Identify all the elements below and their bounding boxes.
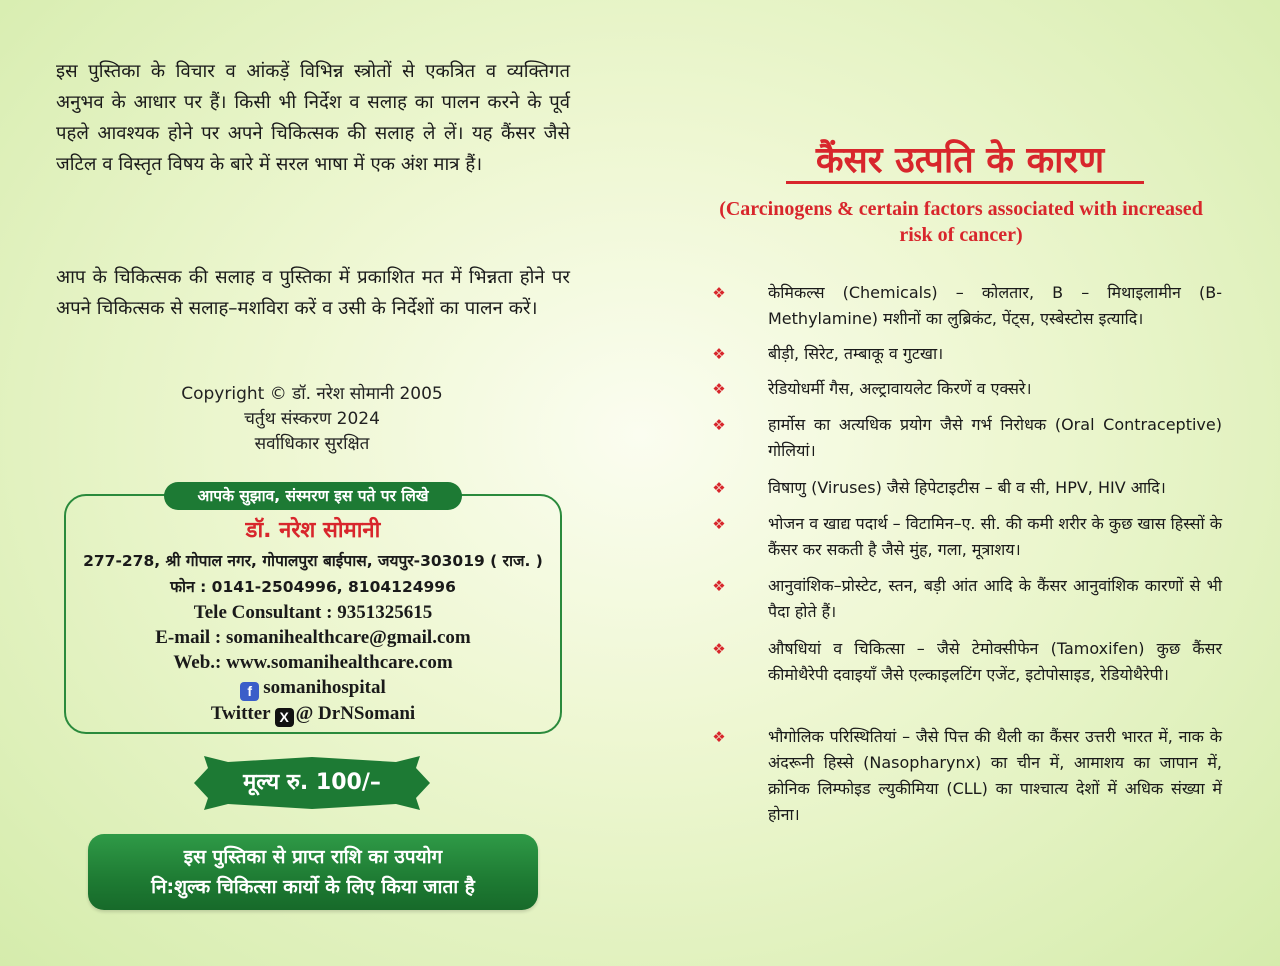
diamond-bullet-icon: ❖: [712, 577, 726, 595]
proceeds-banner: [88, 834, 538, 910]
right-page: [640, 0, 1280, 966]
cause-text: रेडियोधर्मी गैस, अल्ट्रावायलेट किरणें व एक्सरे।: [768, 379, 1032, 398]
twitter-label: Twitter: [210, 703, 271, 724]
disclaimer-paragraph: इस पुस्तिका के विचार व आंकड़ें विभिन्न स्त्रोतों से एकत्रित व व्यक्तिगत अनुभव के आधार पर हैं। किसी भी निर्देश व सलाह का पालन करने के पूर्व पहले आवश्यक होने पर अपने चिकित्सक की सलाह ले लें। यह कैंसर जैसे जटिल व विस्तृत विषय के बारे में सरल भाषा में एक अंश मात्र हैं।: [56, 61, 570, 175]
facebook-handle: somanihospital: [263, 677, 386, 698]
facebook-icon: f: [240, 682, 259, 701]
rights-line: सर्वाधिकार सुरक्षित: [254, 434, 370, 454]
diamond-bullet-icon: ❖: [712, 380, 726, 398]
cause-text: विषाणु (Viruses) जैसे हिपेटाइटीस – बी व सी, HPV, HIV आदि।: [768, 478, 1166, 497]
copyright-block: [150, 382, 474, 457]
website-link[interactable]: Web.: www.somanihealthcare.com: [173, 652, 453, 673]
diamond-bullet-icon: ❖: [712, 284, 726, 302]
diamond-bullet-icon: ❖: [712, 515, 726, 533]
banner-line-2: नि:शुल्क चिकित्सा कार्यो के लिए किया जाता है: [151, 876, 475, 898]
diamond-bullet-icon: ❖: [712, 728, 726, 746]
contact-details: [64, 514, 562, 727]
diamond-bullet-icon: ❖: [712, 640, 726, 658]
cause-text: बीड़ी, सिरेट, तम्बाकू व गुटखा।: [768, 344, 944, 363]
cause-text: हार्मोस का अत्यधिक प्रयोग जैसे गर्भ निरोधक (Oral Contraceptive) गोलियां।: [768, 415, 1222, 460]
advice-paragraph: आप के चिकित्सक की सलाह व पुस्तिका में प्रकाशित मत में भिन्नता होने पर अपने चिकित्सक से सलाह–मशविरा करें व उसी के निर्देशों का पालन करें।: [56, 267, 570, 319]
cause-text: आनुवांशिक–प्रोस्टेट, स्तन, बड़ी आंत आदि के कैंसर आनुवांशिक कारणों से भी पैदा होते हैं।: [768, 576, 1222, 621]
contact-header: आपके सुझाव, संस्मरण इस पते पर लिखे: [164, 482, 462, 510]
cause-text: भौगोलिक परिस्थितियां – जैसे पित्त की थैली का कैंसर उत्तरी भारत में, नाक के अंदरूनी हिस्से (Nasopharynx) का चीन में, आमाशय का जापान में, क्रोनिक लिम्फोइड ल्युकीमिया (CLL) का पाश्चात्य देशों में अधिक संख्या में होना।: [768, 727, 1222, 824]
cause-text: केमिकल्स (Chemicals) – कोलतार, B – मिथाइलामीन (B-Methylamine) मशीनों का लुब्रिकंट, पेंट्स, एस्बेस्टोस इत्यादि।: [768, 283, 1222, 328]
diamond-bullet-icon: ❖: [712, 416, 726, 434]
diamond-bullet-icon: ❖: [712, 479, 726, 497]
edition-line: चर्तुथ संस्करण 2024: [244, 409, 380, 429]
diamond-bullet-icon: ❖: [712, 345, 726, 363]
x-twitter-icon: X: [275, 708, 294, 727]
twitter-handle: @ DrNSomani: [295, 703, 416, 724]
title-underline: [786, 181, 1144, 184]
tele-consultant: Tele Consultant : 9351325615: [193, 602, 433, 623]
page-subtitle: (Carcinogens & certain factors associated with increased risk of cancer): [719, 198, 1203, 246]
page-title: कैंसर उत्पति के कारण: [815, 140, 1105, 181]
cause-text: भोजन व खाद्य पदार्थ – विटामिन–ए. सी. की कमी शरीर के कुछ खास हिस्सों के कैंसर कर सकती है जैसे मुंह, गला, मूत्राशय।: [768, 514, 1222, 559]
copyright-line: Copyright © डॉ. नरेश सोमानी 2005: [181, 384, 443, 404]
price-badge: [194, 754, 430, 812]
banner-line-1: इस पुस्तिका से प्राप्त राशि का उपयोग: [183, 846, 443, 868]
address: 277-278, श्री गोपाल नगर, गोपालपुरा बाईपास, जयपुर-303019 ( राज. ): [83, 552, 543, 570]
price-label: मूल्य रु. 100/–: [243, 770, 381, 795]
facebook-row[interactable]: [64, 675, 562, 701]
cause-text: औषधियां व चिकित्सा – जैसे टेमोक्सीफेन (Tamoxifen) कुछ कैंसर कीमोथैरेपी दवाइयाँ जैसे एल्काइलटिंग एजेंट, इटोपोसाइड, रेडियोथैरेपी।: [768, 639, 1222, 684]
phone: फोन : 0141-2504996, 8104124996: [170, 578, 456, 596]
doctor-name: डॉ. नरेश सोमानी: [245, 518, 381, 543]
email-link[interactable]: E-mail : somanihealthcare@gmail.com: [155, 627, 471, 648]
twitter-row[interactable]: [64, 701, 562, 727]
